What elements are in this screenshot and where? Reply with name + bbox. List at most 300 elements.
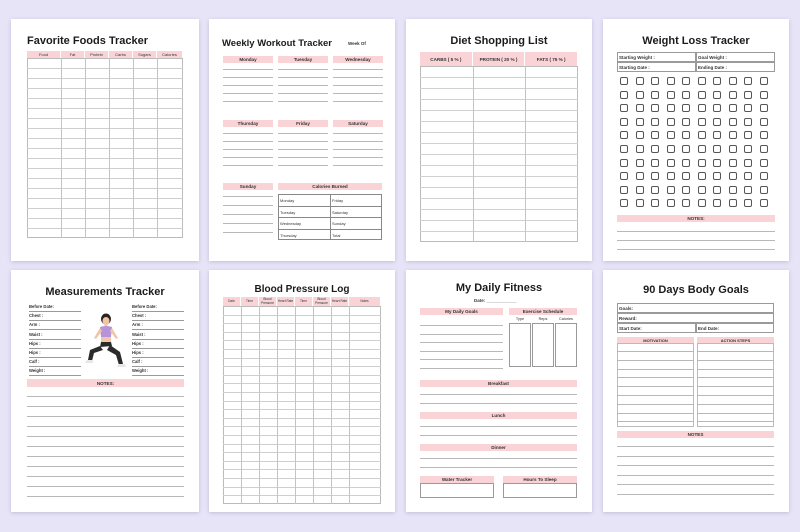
weight-checkbox[interactable]	[760, 131, 768, 139]
goal-line[interactable]	[420, 334, 503, 335]
weight-checkbox[interactable]	[729, 172, 737, 180]
weight-checkbox[interactable]	[620, 131, 628, 139]
notes-line[interactable]	[617, 475, 774, 476]
table-row[interactable]	[420, 198, 578, 199]
notes-line[interactable]	[27, 446, 184, 447]
page-90-day-goals	[603, 270, 789, 512]
action-line[interactable]	[697, 369, 774, 370]
weight-checkbox[interactable]	[667, 104, 675, 112]
table-row[interactable]	[223, 487, 381, 488]
page-favorite-foods	[11, 19, 199, 261]
table-row[interactable]	[27, 228, 183, 229]
weight-checkbox[interactable]	[651, 186, 659, 194]
weight-checkbox[interactable]	[620, 199, 628, 207]
weight-checkbox[interactable]	[651, 172, 659, 180]
measurement-line[interactable]	[132, 320, 184, 321]
weight-checkbox[interactable]	[682, 77, 690, 85]
table-row[interactable]	[27, 98, 183, 99]
weight-checkbox[interactable]	[744, 104, 752, 112]
start-date-label: Start Date:	[619, 326, 642, 331]
weight-checkbox[interactable]	[760, 172, 768, 180]
notes-line[interactable]	[617, 446, 774, 447]
weight-checkbox[interactable]	[620, 104, 628, 112]
measurement-line[interactable]	[132, 375, 184, 376]
workout-line[interactable]	[278, 77, 328, 78]
measurement-line[interactable]	[132, 329, 184, 330]
weight-checkbox[interactable]	[651, 77, 659, 85]
workout-line[interactable]	[223, 157, 273, 158]
action-line[interactable]	[697, 360, 774, 361]
table-row[interactable]	[223, 315, 381, 316]
goals-box[interactable]	[617, 303, 774, 313]
weight-checkbox[interactable]	[698, 199, 706, 207]
sunday-header: Sunday	[223, 183, 273, 190]
weight-checkbox[interactable]	[744, 91, 752, 99]
weight-checkbox[interactable]	[636, 118, 644, 126]
meal-line[interactable]	[420, 403, 577, 404]
action-line[interactable]	[697, 395, 774, 396]
action-line[interactable]	[697, 386, 774, 387]
motivation-line[interactable]	[617, 351, 694, 352]
weight-checkbox[interactable]	[667, 145, 675, 153]
weight-checkbox[interactable]	[744, 145, 752, 153]
woman-lunge-illustration	[79, 310, 131, 372]
day-header: Thursday	[223, 120, 273, 127]
workout-line[interactable]	[278, 133, 328, 134]
table-row[interactable]	[223, 366, 381, 367]
weight-checkbox[interactable]	[698, 145, 706, 153]
table-row[interactable]	[27, 88, 183, 89]
notes-line[interactable]	[617, 456, 774, 457]
table-row	[278, 217, 382, 218]
table-row[interactable]	[27, 68, 183, 69]
notes-line[interactable]	[27, 416, 184, 417]
weight-checkbox[interactable]	[729, 131, 737, 139]
weight-checkbox[interactable]	[698, 118, 706, 126]
weight-checkbox[interactable]	[651, 104, 659, 112]
motivation-line[interactable]	[617, 369, 694, 370]
workout-line[interactable]	[223, 232, 273, 233]
column-header: Blood Pressure	[259, 297, 277, 306]
table-row[interactable]	[223, 461, 381, 462]
weight-checkbox[interactable]	[698, 172, 706, 180]
notes-line[interactable]	[27, 396, 184, 397]
motivation-line[interactable]	[617, 413, 694, 414]
workout-line[interactable]	[278, 165, 328, 166]
weight-checkbox[interactable]	[667, 186, 675, 194]
weight-checkbox[interactable]	[667, 172, 675, 180]
water-tracker-box[interactable]	[420, 483, 494, 498]
weight-checkbox[interactable]	[636, 77, 644, 85]
exercise-column-box[interactable]	[509, 323, 531, 367]
workout-line[interactable]	[278, 93, 328, 94]
table-row[interactable]	[27, 128, 183, 129]
weight-checkbox[interactable]	[667, 199, 675, 207]
table-row[interactable]	[420, 99, 578, 100]
notes-line[interactable]	[617, 240, 775, 241]
weight-checkbox[interactable]	[682, 199, 690, 207]
meal-line[interactable]	[420, 458, 577, 459]
weight-checkbox[interactable]	[760, 77, 768, 85]
workout-line[interactable]	[333, 101, 383, 102]
weight-checkbox[interactable]	[744, 186, 752, 194]
notes-line[interactable]	[27, 496, 184, 497]
date-field[interactable]: Date: ____________	[474, 298, 517, 303]
hours-to-sleep-box[interactable]	[503, 483, 577, 498]
workout-line[interactable]	[223, 69, 273, 70]
weight-checkbox[interactable]	[713, 159, 721, 167]
workout-line[interactable]	[278, 157, 328, 158]
measurement-line[interactable]	[29, 357, 81, 358]
weight-checkbox[interactable]	[636, 91, 644, 99]
workout-line[interactable]	[223, 101, 273, 102]
reward-box[interactable]	[617, 313, 774, 323]
measurement-label: Weight :	[29, 368, 46, 374]
weight-checkbox[interactable]	[682, 145, 690, 153]
table-row[interactable]	[223, 452, 381, 453]
burn-day-label: Thursday	[280, 232, 297, 238]
measurement-label: Hips :	[29, 350, 41, 355]
burn-day-label: Saturday	[332, 209, 349, 215]
weight-checkbox[interactable]	[682, 159, 690, 167]
column-divider	[295, 306, 296, 504]
exercise-column-box[interactable]	[532, 323, 554, 367]
goal-line[interactable]	[420, 342, 503, 343]
weight-checkbox[interactable]	[713, 145, 721, 153]
measurement-line[interactable]	[29, 329, 81, 330]
workout-line[interactable]	[333, 77, 383, 78]
weight-checkbox[interactable]	[729, 199, 737, 207]
day-header: Saturday	[333, 120, 383, 127]
workout-line[interactable]	[223, 93, 273, 94]
weight-checkbox[interactable]	[760, 199, 768, 207]
table-row[interactable]	[223, 401, 381, 402]
weight-checkbox[interactable]	[698, 104, 706, 112]
action-line[interactable]	[697, 377, 774, 378]
weight-checkbox[interactable]	[636, 131, 644, 139]
weight-checkbox[interactable]	[667, 159, 675, 167]
table-row[interactable]	[27, 158, 183, 159]
weight-checkbox[interactable]	[651, 131, 659, 139]
table-row[interactable]	[223, 340, 381, 341]
action-line[interactable]	[697, 413, 774, 414]
weight-checkbox[interactable]	[744, 118, 752, 126]
weight-checkbox[interactable]	[651, 118, 659, 126]
workout-line[interactable]	[333, 85, 383, 86]
weight-checkbox[interactable]	[729, 118, 737, 126]
table-row[interactable]	[420, 143, 578, 144]
workout-line[interactable]	[333, 149, 383, 150]
measurement-line[interactable]	[132, 339, 184, 340]
notes-line[interactable]	[27, 476, 184, 477]
table-row[interactable]	[223, 409, 381, 410]
weight-checkbox[interactable]	[682, 131, 690, 139]
weight-checkbox[interactable]	[667, 118, 675, 126]
burn-day-label: Total	[332, 232, 341, 238]
table-row[interactable]	[27, 188, 183, 189]
weight-checkbox[interactable]	[760, 91, 768, 99]
table-row[interactable]	[223, 469, 381, 470]
motivation-line[interactable]	[617, 395, 694, 396]
weight-checkbox[interactable]	[682, 186, 690, 194]
weight-checkbox[interactable]	[744, 159, 752, 167]
motivation-line[interactable]	[617, 377, 694, 378]
weight-checkbox[interactable]	[651, 199, 659, 207]
notes-line[interactable]	[27, 466, 184, 467]
weight-checkbox[interactable]	[651, 159, 659, 167]
table-row[interactable]	[27, 208, 183, 209]
workout-line[interactable]	[333, 141, 383, 142]
weight-checkbox[interactable]	[698, 186, 706, 194]
table-row[interactable]	[27, 168, 183, 169]
table-row[interactable]	[420, 165, 578, 166]
weight-checkbox[interactable]	[713, 199, 721, 207]
table-row[interactable]	[223, 383, 381, 384]
weight-checkbox[interactable]	[682, 172, 690, 180]
weight-checkbox[interactable]	[620, 159, 628, 167]
measurement-line[interactable]	[29, 348, 81, 349]
notes-header: NOTES	[617, 431, 774, 438]
weight-checkbox[interactable]	[636, 104, 644, 112]
column-divider	[61, 58, 62, 238]
weight-checkbox[interactable]	[636, 145, 644, 153]
table-row[interactable]	[27, 178, 183, 179]
weight-checkbox[interactable]	[729, 104, 737, 112]
table-row[interactable]	[223, 435, 381, 436]
table-row[interactable]	[27, 118, 183, 119]
weight-checkbox[interactable]	[667, 131, 675, 139]
weight-checkbox[interactable]	[760, 118, 768, 126]
weight-checkbox[interactable]	[698, 77, 706, 85]
table-row[interactable]	[223, 349, 381, 350]
column-divider	[133, 58, 134, 238]
weight-checkbox[interactable]	[760, 104, 768, 112]
table-row[interactable]	[223, 358, 381, 359]
workout-line[interactable]	[223, 214, 273, 215]
table-row[interactable]	[420, 220, 578, 221]
column-divider	[277, 306, 278, 504]
notes-line[interactable]	[617, 249, 775, 250]
goal-line[interactable]	[420, 359, 503, 360]
measurement-line[interactable]	[132, 311, 184, 312]
workout-line[interactable]	[278, 101, 328, 102]
action-line[interactable]	[697, 404, 774, 405]
breakfast-header: Breakfast	[420, 380, 577, 387]
meal-line[interactable]	[420, 467, 577, 468]
notes-line[interactable]	[617, 231, 775, 232]
action-line[interactable]	[697, 351, 774, 352]
burn-day-label: Friday	[332, 198, 344, 203]
weight-checkbox[interactable]	[760, 159, 768, 167]
measurement-line[interactable]	[132, 348, 184, 349]
action-steps-header: ACTION STEPS	[697, 337, 774, 343]
workout-line[interactable]	[223, 77, 273, 78]
table-row[interactable]	[223, 375, 381, 376]
weight-checkbox[interactable]	[698, 131, 706, 139]
weight-checkbox[interactable]	[620, 77, 628, 85]
weight-checkbox[interactable]	[729, 77, 737, 85]
measurement-line[interactable]	[29, 311, 81, 312]
table-row[interactable]	[27, 198, 183, 199]
weight-checkbox[interactable]	[698, 159, 706, 167]
meal-line[interactable]	[420, 435, 577, 436]
action-line[interactable]	[697, 421, 774, 422]
meal-line[interactable]	[420, 426, 577, 427]
weight-checkbox[interactable]	[667, 77, 675, 85]
workout-line[interactable]	[278, 85, 328, 86]
weight-checkbox[interactable]	[760, 145, 768, 153]
workout-line[interactable]	[333, 69, 383, 70]
notes-line[interactable]	[27, 486, 184, 487]
weight-checkbox[interactable]	[744, 172, 752, 180]
table-row[interactable]	[27, 148, 183, 149]
workout-line[interactable]	[278, 141, 328, 142]
weight-checkbox[interactable]	[620, 91, 628, 99]
weight-checkbox[interactable]	[760, 186, 768, 194]
column-header: Carbs	[109, 51, 133, 58]
table-row[interactable]	[223, 478, 381, 479]
weight-checkbox[interactable]	[713, 91, 721, 99]
weight-checkbox[interactable]	[713, 118, 721, 126]
table-row[interactable]	[27, 138, 183, 139]
table-row[interactable]	[27, 78, 183, 79]
measurement-label: Hips :	[29, 340, 41, 346]
page-title: My Daily Fitness	[455, 282, 543, 294]
table-row[interactable]	[420, 77, 578, 78]
measurement-line[interactable]	[132, 366, 184, 367]
weight-checkbox[interactable]	[713, 131, 721, 139]
table-row[interactable]	[223, 392, 381, 393]
goal-line[interactable]	[420, 368, 503, 369]
weight-checkbox[interactable]	[729, 91, 737, 99]
workout-line[interactable]	[278, 149, 328, 150]
weight-checkbox[interactable]	[682, 104, 690, 112]
goal-line[interactable]	[420, 351, 503, 352]
weight-checkbox[interactable]	[667, 91, 675, 99]
workout-line[interactable]	[278, 69, 328, 70]
motivation-line[interactable]	[617, 360, 694, 361]
weight-checkbox[interactable]	[713, 77, 721, 85]
weight-checkbox[interactable]	[636, 172, 644, 180]
weight-checkbox[interactable]	[729, 186, 737, 194]
goal-line[interactable]	[420, 325, 503, 326]
weight-checkbox[interactable]	[713, 186, 721, 194]
notes-line[interactable]	[617, 484, 774, 485]
table-row[interactable]	[420, 231, 578, 232]
workout-line[interactable]	[223, 223, 273, 224]
table-row[interactable]	[420, 176, 578, 177]
measurement-line[interactable]	[29, 320, 81, 321]
weight-checkbox[interactable]	[620, 186, 628, 194]
motivation-line[interactable]	[617, 386, 694, 387]
weight-checkbox[interactable]	[698, 91, 706, 99]
table-row[interactable]	[420, 121, 578, 122]
workout-line[interactable]	[333, 157, 383, 158]
workout-line[interactable]	[223, 141, 273, 142]
measurement-line[interactable]	[29, 366, 81, 367]
calories-burned-header: Calories Burned	[278, 183, 382, 190]
table-row[interactable]	[223, 444, 381, 445]
weight-checkbox[interactable]	[744, 199, 752, 207]
weight-checkbox[interactable]	[651, 91, 659, 99]
workout-line[interactable]	[223, 165, 273, 166]
workout-line[interactable]	[223, 133, 273, 134]
notes-line[interactable]	[27, 426, 184, 427]
weight-checkbox[interactable]	[620, 145, 628, 153]
notes-line[interactable]	[617, 494, 774, 495]
weight-checkbox[interactable]	[744, 77, 752, 85]
motivation-line[interactable]	[617, 421, 694, 422]
motivation-line[interactable]	[617, 404, 694, 405]
motivation-header: MOTIVATION	[617, 337, 694, 343]
weight-checkbox[interactable]	[651, 145, 659, 153]
measurement-label: Hips :	[132, 340, 144, 346]
table-row[interactable]	[27, 108, 183, 109]
water-tracker-header: Water Tracker	[420, 476, 494, 483]
table-row[interactable]	[420, 110, 578, 111]
column-divider	[525, 66, 526, 242]
table-row[interactable]	[223, 495, 381, 496]
weight-checkbox[interactable]	[713, 172, 721, 180]
page-title: Weekly Workout Tracker	[222, 38, 333, 49]
table-row[interactable]	[223, 418, 381, 419]
measurement-line[interactable]	[132, 357, 184, 358]
burn-day-label: Wednesday	[280, 221, 302, 226]
notes-line[interactable]	[27, 436, 184, 437]
meal-line[interactable]	[420, 394, 577, 395]
workout-line[interactable]	[223, 196, 273, 197]
table-row[interactable]	[27, 218, 183, 219]
page-measurements	[11, 270, 199, 512]
measurement-line[interactable]	[29, 339, 81, 340]
weight-checkbox[interactable]	[620, 172, 628, 180]
table-row[interactable]	[420, 88, 578, 89]
weight-checkbox[interactable]	[636, 159, 644, 167]
measurement-label: Calf :	[29, 359, 40, 365]
weight-checkbox[interactable]	[682, 91, 690, 99]
table-row[interactable]	[420, 187, 578, 188]
weight-checkbox[interactable]	[636, 186, 644, 194]
weight-checkbox[interactable]	[729, 145, 737, 153]
workout-line[interactable]	[223, 205, 273, 206]
weight-checkbox[interactable]	[729, 159, 737, 167]
table-row[interactable]	[420, 154, 578, 155]
weight-checkbox[interactable]	[636, 199, 644, 207]
weight-checkbox[interactable]	[744, 131, 752, 139]
weight-checkbox[interactable]	[682, 118, 690, 126]
notes-line[interactable]	[27, 456, 184, 457]
table-row[interactable]	[223, 323, 381, 324]
workout-line[interactable]	[333, 165, 383, 166]
workout-line[interactable]	[333, 93, 383, 94]
workout-line[interactable]	[223, 85, 273, 86]
workout-line[interactable]	[223, 149, 273, 150]
weight-checkbox[interactable]	[620, 118, 628, 126]
table-row[interactable]	[223, 426, 381, 427]
notes-line[interactable]	[617, 465, 774, 466]
exercise-column-box[interactable]	[555, 323, 577, 367]
weight-checkbox[interactable]	[713, 104, 721, 112]
table-row[interactable]	[223, 332, 381, 333]
measurement-line[interactable]	[29, 375, 81, 376]
measurement-label: Before Date:	[132, 304, 157, 309]
measurement-label: Arm :	[132, 322, 143, 328]
workout-line[interactable]	[333, 133, 383, 134]
notes-line[interactable]	[27, 406, 184, 407]
table-row[interactable]	[420, 132, 578, 133]
table-row[interactable]	[420, 209, 578, 210]
column-header: Protein	[85, 51, 109, 58]
